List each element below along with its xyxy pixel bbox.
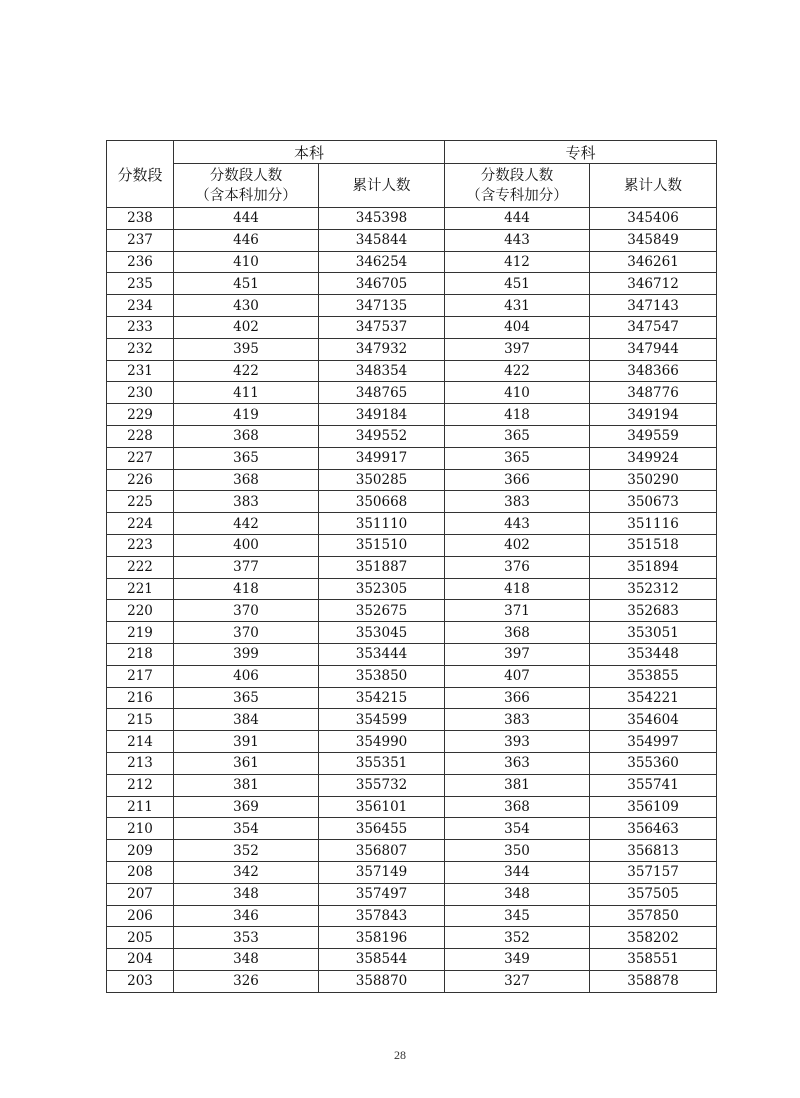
page-number: 28 — [394, 1048, 406, 1062]
benke-cumulative-cell: 347537 — [319, 316, 445, 338]
benke-count-cell: 444 — [174, 208, 319, 230]
benke-cumulative-cell: 347932 — [319, 338, 445, 360]
score-cell: 213 — [107, 752, 174, 774]
zhuanke-count-header-line2: （含专科加分） — [466, 187, 568, 204]
zhuanke-count-cell: 431 — [445, 295, 590, 317]
table-row — [107, 382, 717, 404]
benke-count-cell: 368 — [174, 425, 319, 447]
zhuanke-cumulative-cell: 351894 — [590, 556, 717, 578]
benke-count-cell: 352 — [174, 840, 319, 862]
benke-cumulative-cell: 350668 — [319, 491, 445, 513]
benke-count-cell: 402 — [174, 316, 319, 338]
zhuanke-count-cell: 393 — [445, 731, 590, 753]
zhuanke-cumulative-cell: 354604 — [590, 709, 717, 731]
score-cell: 205 — [107, 927, 174, 949]
benke-cumulative-cell: 356807 — [319, 840, 445, 862]
benke-count-cell: 451 — [174, 273, 319, 295]
table-row — [107, 338, 717, 360]
benke-count-cell: 370 — [174, 600, 319, 622]
table-row — [107, 687, 717, 709]
benke-count-cell: 365 — [174, 447, 319, 469]
table-row — [107, 861, 717, 883]
zhuanke-cumulative-cell: 353051 — [590, 622, 717, 644]
benke-cumulative-cell: 351887 — [319, 556, 445, 578]
zhuanke-cumulative-cell: 348776 — [590, 382, 717, 404]
score-segment-header: 分数段 — [107, 141, 174, 208]
zhuanke-count-cell: 345 — [445, 905, 590, 927]
benke-count-cell: 446 — [174, 229, 319, 251]
zhuanke-cumulative-header: 累计人数 — [590, 164, 717, 208]
zhuanke-count-cell: 354 — [445, 818, 590, 840]
benke-cumulative-cell: 356101 — [319, 796, 445, 818]
table-row — [107, 840, 717, 862]
score-cell: 220 — [107, 600, 174, 622]
table-row — [107, 622, 717, 644]
score-cell: 216 — [107, 687, 174, 709]
table-row — [107, 208, 717, 230]
benke-cumulative-cell: 357497 — [319, 883, 445, 905]
zhuanke-count-cell: 352 — [445, 927, 590, 949]
benke-count-cell: 369 — [174, 796, 319, 818]
zhuanke-cumulative-cell: 347143 — [590, 295, 717, 317]
zhuanke-cumulative-cell: 354221 — [590, 687, 717, 709]
score-cell: 228 — [107, 425, 174, 447]
zhuanke-cumulative-cell: 352312 — [590, 578, 717, 600]
score-cell: 238 — [107, 208, 174, 230]
score-cell: 224 — [107, 513, 174, 535]
benke-cumulative-cell: 358544 — [319, 949, 445, 971]
zhuanke-cumulative-cell: 351518 — [590, 534, 717, 556]
zhuanke-cumulative-cell: 353855 — [590, 665, 717, 687]
table-row — [107, 905, 717, 927]
benke-cumulative-cell: 349184 — [319, 404, 445, 426]
zhuanke-count-cell: 410 — [445, 382, 590, 404]
zhuanke-count-cell: 412 — [445, 251, 590, 273]
score-cell: 215 — [107, 709, 174, 731]
score-cell: 210 — [107, 818, 174, 840]
benke-count-cell: 365 — [174, 687, 319, 709]
benke-cumulative-cell: 345844 — [319, 229, 445, 251]
table-row — [107, 491, 717, 513]
score-cell: 232 — [107, 338, 174, 360]
benke-cumulative-cell: 354990 — [319, 731, 445, 753]
benke-cumulative-cell: 357149 — [319, 861, 445, 883]
zhuanke-count-cell: 407 — [445, 665, 590, 687]
benke-count-header — [174, 164, 319, 208]
benke-cumulative-cell: 356455 — [319, 818, 445, 840]
table-row — [107, 665, 717, 687]
table-row — [107, 578, 717, 600]
benke-cumulative-cell: 353850 — [319, 665, 445, 687]
zhuanke-count-cell: 350 — [445, 840, 590, 862]
benke-cumulative-cell: 350285 — [319, 469, 445, 491]
table-row — [107, 949, 717, 971]
benke-cumulative-cell: 354599 — [319, 709, 445, 731]
zhuanke-cumulative-cell: 357157 — [590, 861, 717, 883]
zhuanke-cumulative-cell: 350673 — [590, 491, 717, 513]
score-cell: 217 — [107, 665, 174, 687]
table-row — [107, 404, 717, 426]
benke-cumulative-cell: 355732 — [319, 774, 445, 796]
zhuanke-cumulative-cell: 353448 — [590, 643, 717, 665]
score-cell: 235 — [107, 273, 174, 295]
benke-count-cell: 361 — [174, 752, 319, 774]
table-row — [107, 229, 717, 251]
benke-cumulative-cell: 349917 — [319, 447, 445, 469]
benke-count-header-line1: 分数段人数 — [209, 167, 283, 184]
zhuanke-count-cell: 418 — [445, 578, 590, 600]
benke-count-cell: 370 — [174, 622, 319, 644]
zhuanke-count-cell: 366 — [445, 687, 590, 709]
benke-count-cell: 348 — [174, 949, 319, 971]
benke-count-cell: 354 — [174, 818, 319, 840]
zhuanke-count-cell: 349 — [445, 949, 590, 971]
score-cell: 236 — [107, 251, 174, 273]
benke-cumulative-cell: 348765 — [319, 382, 445, 404]
table-row — [107, 295, 717, 317]
table-row — [107, 469, 717, 491]
zhuanke-count-cell: 383 — [445, 709, 590, 731]
benke-count-cell: 342 — [174, 861, 319, 883]
benke-count-cell: 419 — [174, 404, 319, 426]
score-cell: 230 — [107, 382, 174, 404]
score-cell: 233 — [107, 316, 174, 338]
benke-count-cell: 400 — [174, 534, 319, 556]
benke-count-cell: 410 — [174, 251, 319, 273]
zhuanke-cumulative-cell: 358878 — [590, 970, 717, 992]
benke-cumulative-cell: 355351 — [319, 752, 445, 774]
score-cell: 227 — [107, 447, 174, 469]
table-row — [107, 709, 717, 731]
benke-count-cell: 422 — [174, 360, 319, 382]
benke-count-cell: 348 — [174, 883, 319, 905]
zhuanke-cumulative-cell: 347547 — [590, 316, 717, 338]
benke-count-header-line2: （含本科加分） — [195, 187, 297, 204]
table-row — [107, 273, 717, 295]
benke-cumulative-cell: 352675 — [319, 600, 445, 622]
zhuanke-cumulative-cell: 355741 — [590, 774, 717, 796]
table-header — [107, 141, 717, 208]
benke-count-cell: 395 — [174, 338, 319, 360]
zhuanke-count-header — [445, 164, 590, 208]
benke-cumulative-cell: 351510 — [319, 534, 445, 556]
table-row — [107, 316, 717, 338]
zhuanke-count-cell: 443 — [445, 229, 590, 251]
zhuanke-cumulative-cell: 356813 — [590, 840, 717, 862]
zhuanke-cumulative-cell: 349924 — [590, 447, 717, 469]
benke-cumulative-cell: 357843 — [319, 905, 445, 927]
zhuanke-count-header-line1: 分数段人数 — [480, 167, 554, 184]
table-row — [107, 360, 717, 382]
benke-cumulative-header: 累计人数 — [319, 164, 445, 208]
benke-cumulative-cell: 346705 — [319, 273, 445, 295]
table-row — [107, 818, 717, 840]
benke-cumulative-cell: 358870 — [319, 970, 445, 992]
zhuanke-count-cell: 383 — [445, 491, 590, 513]
zhuanke-count-cell: 402 — [445, 534, 590, 556]
zhuanke-cumulative-cell: 355360 — [590, 752, 717, 774]
benke-count-cell: 346 — [174, 905, 319, 927]
zhuanke-count-cell: 366 — [445, 469, 590, 491]
benke-count-cell: 442 — [174, 513, 319, 535]
zhuanke-cumulative-cell: 358202 — [590, 927, 717, 949]
zhuanke-cumulative-cell: 346261 — [590, 251, 717, 273]
benke-count-cell: 391 — [174, 731, 319, 753]
zhuanke-cumulative-cell: 345406 — [590, 208, 717, 230]
benke-cumulative-cell: 353444 — [319, 643, 445, 665]
score-cell: 234 — [107, 295, 174, 317]
benke-cumulative-cell: 353045 — [319, 622, 445, 644]
score-cell: 206 — [107, 905, 174, 927]
zhuanke-cumulative-cell: 358551 — [590, 949, 717, 971]
benke-count-cell: 353 — [174, 927, 319, 949]
benke-group-header: 本科 — [174, 141, 445, 164]
table-row — [107, 534, 717, 556]
table-row — [107, 643, 717, 665]
zhuanke-count-cell: 344 — [445, 861, 590, 883]
benke-count-cell: 406 — [174, 665, 319, 687]
score-cell: 204 — [107, 949, 174, 971]
benke-count-cell: 381 — [174, 774, 319, 796]
zhuanke-count-cell: 365 — [445, 447, 590, 469]
zhuanke-cumulative-cell: 354997 — [590, 731, 717, 753]
zhuanke-count-cell: 418 — [445, 404, 590, 426]
zhuanke-cumulative-cell: 348366 — [590, 360, 717, 382]
benke-count-cell: 399 — [174, 643, 319, 665]
score-cell: 214 — [107, 731, 174, 753]
table-row — [107, 425, 717, 447]
zhuanke-count-cell: 381 — [445, 774, 590, 796]
benke-cumulative-cell: 346254 — [319, 251, 445, 273]
zhuanke-cumulative-cell: 352683 — [590, 600, 717, 622]
benke-count-cell: 368 — [174, 469, 319, 491]
score-cell: 209 — [107, 840, 174, 862]
zhuanke-cumulative-cell: 347944 — [590, 338, 717, 360]
table-row — [107, 883, 717, 905]
score-cell: 212 — [107, 774, 174, 796]
benke-count-cell: 326 — [174, 970, 319, 992]
score-cell: 237 — [107, 229, 174, 251]
zhuanke-count-cell: 368 — [445, 622, 590, 644]
zhuanke-cumulative-cell: 356109 — [590, 796, 717, 818]
score-cell: 218 — [107, 643, 174, 665]
score-cell: 229 — [107, 404, 174, 426]
table-row — [107, 927, 717, 949]
score-cell: 203 — [107, 970, 174, 992]
zhuanke-count-cell: 371 — [445, 600, 590, 622]
table-row — [107, 970, 717, 992]
zhuanke-count-cell: 422 — [445, 360, 590, 382]
benke-cumulative-cell: 358196 — [319, 927, 445, 949]
table-row — [107, 513, 717, 535]
score-cell: 211 — [107, 796, 174, 818]
score-cell: 208 — [107, 861, 174, 883]
table-row — [107, 251, 717, 273]
table-body — [107, 208, 717, 993]
score-cell: 226 — [107, 469, 174, 491]
table-row — [107, 796, 717, 818]
benke-cumulative-cell: 348354 — [319, 360, 445, 382]
score-distribution-table — [106, 140, 717, 993]
zhuanke-count-cell: 365 — [445, 425, 590, 447]
zhuanke-count-cell: 363 — [445, 752, 590, 774]
zhuanke-count-cell: 444 — [445, 208, 590, 230]
zhuanke-cumulative-cell: 345849 — [590, 229, 717, 251]
zhuanke-count-cell: 443 — [445, 513, 590, 535]
score-cell: 207 — [107, 883, 174, 905]
benke-count-cell: 384 — [174, 709, 319, 731]
zhuanke-count-cell: 404 — [445, 316, 590, 338]
benke-count-cell: 430 — [174, 295, 319, 317]
table-row — [107, 600, 717, 622]
benke-count-cell: 377 — [174, 556, 319, 578]
table-row — [107, 556, 717, 578]
benke-count-cell: 383 — [174, 491, 319, 513]
zhuanke-count-cell: 327 — [445, 970, 590, 992]
zhuanke-cumulative-cell: 346712 — [590, 273, 717, 295]
benke-cumulative-cell: 352305 — [319, 578, 445, 600]
score-cell: 221 — [107, 578, 174, 600]
zhuanke-group-header: 专科 — [445, 141, 717, 164]
zhuanke-count-cell: 376 — [445, 556, 590, 578]
zhuanke-cumulative-cell: 349194 — [590, 404, 717, 426]
benke-count-cell: 411 — [174, 382, 319, 404]
benke-cumulative-cell: 345398 — [319, 208, 445, 230]
benke-cumulative-cell: 351110 — [319, 513, 445, 535]
zhuanke-cumulative-cell: 351116 — [590, 513, 717, 535]
zhuanke-count-cell: 397 — [445, 643, 590, 665]
table-row — [107, 731, 717, 753]
benke-cumulative-cell: 349552 — [319, 425, 445, 447]
zhuanke-count-cell: 397 — [445, 338, 590, 360]
zhuanke-cumulative-cell: 349559 — [590, 425, 717, 447]
table-row — [107, 774, 717, 796]
zhuanke-cumulative-cell: 357505 — [590, 883, 717, 905]
table-row — [107, 752, 717, 774]
benke-cumulative-cell: 354215 — [319, 687, 445, 709]
zhuanke-cumulative-cell: 350290 — [590, 469, 717, 491]
score-cell: 231 — [107, 360, 174, 382]
score-cell: 225 — [107, 491, 174, 513]
benke-count-cell: 418 — [174, 578, 319, 600]
zhuanke-count-cell: 368 — [445, 796, 590, 818]
zhuanke-count-cell: 348 — [445, 883, 590, 905]
score-cell: 222 — [107, 556, 174, 578]
benke-cumulative-cell: 347135 — [319, 295, 445, 317]
zhuanke-cumulative-cell: 356463 — [590, 818, 717, 840]
score-cell: 223 — [107, 534, 174, 556]
zhuanke-cumulative-cell: 357850 — [590, 905, 717, 927]
zhuanke-count-cell: 451 — [445, 273, 590, 295]
score-cell: 219 — [107, 622, 174, 644]
table-row — [107, 447, 717, 469]
